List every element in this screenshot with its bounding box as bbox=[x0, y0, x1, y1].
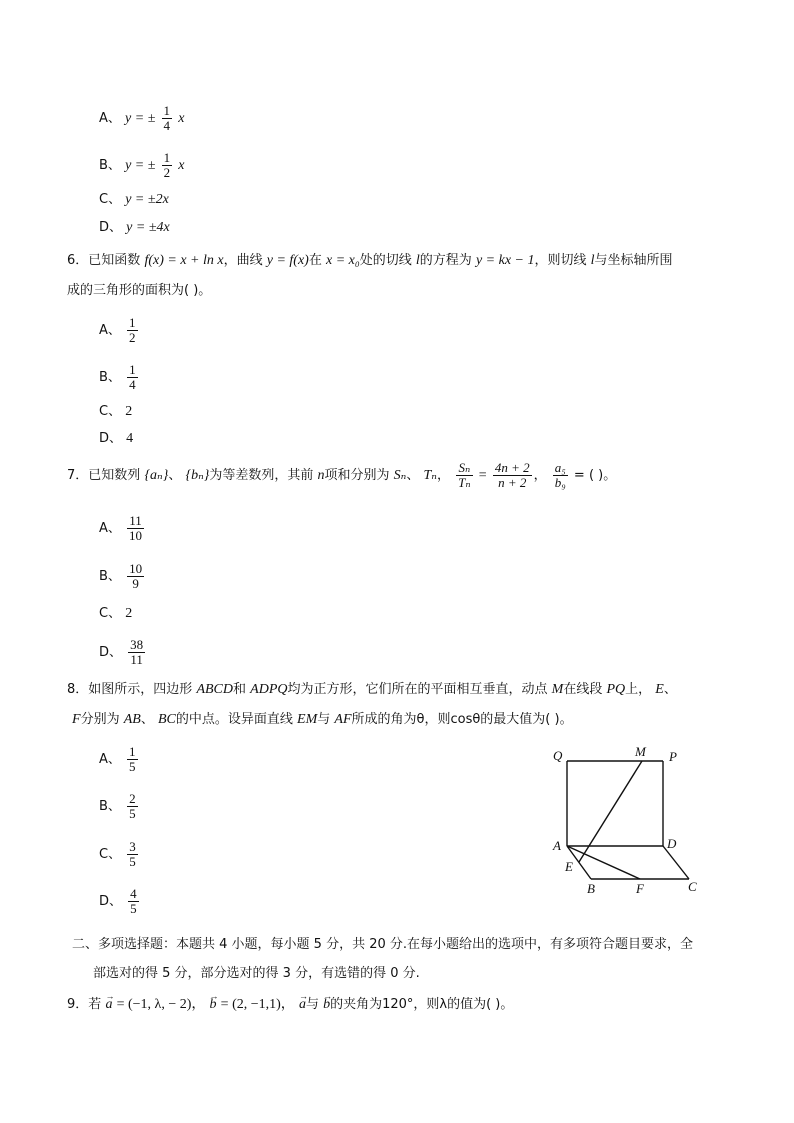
q7-option-c[interactable] bbox=[99, 605, 132, 623]
math-function: f(x) = x + ln x bbox=[144, 253, 224, 268]
q8-option-c[interactable] bbox=[99, 840, 140, 869]
label-m: M bbox=[635, 744, 646, 759]
q6-option-c[interactable] bbox=[99, 403, 132, 421]
option-label: C、 bbox=[99, 404, 122, 419]
label-f: F bbox=[636, 881, 644, 896]
option-expression: y = ±4x bbox=[126, 220, 170, 235]
option-label: A、 bbox=[99, 752, 121, 767]
q7-option-d[interactable] bbox=[99, 638, 147, 667]
option-label: D、 bbox=[99, 645, 123, 660]
fraction: $\frac{2}{5}$ bbox=[129, 791, 136, 821]
q6-stem-line2: 成的三角形的面积为( )。 bbox=[67, 283, 212, 298]
section2-heading-line1: 二、多项选择题：本题共 4 小题，每小题 5 分，共 20 分.在每小题给出的选项中，有多项符合题目要求，全 bbox=[72, 937, 694, 952]
ratio-a-b: $\frac{\text{a₅}}{\text{b₉}}$ bbox=[554, 460, 566, 490]
q8-stem-line2: F分别为 AB、 BC的中点。设异面直线 EM与 AF所成的角为θ，则cosθ的最大值为( )。 bbox=[72, 712, 573, 727]
math-line-l: l bbox=[590, 253, 595, 268]
option-value: 2 bbox=[125, 606, 133, 621]
option-expression: y = ±2x bbox=[125, 192, 169, 207]
q7-stem: 7．已知数列 {aₙ}、 {bₙ}为等差数列，其前 n项和分别为 Sₙ、 Tₙ， $\frac{\text{Sₙ}}{\text{Tₙ}}$ = $\frac{4n + 2}{n + 2}$ ， $\frac{\text{a₅}}{\text{b₉}}$ = ( )。 bbox=[67, 460, 617, 490]
label-a: A bbox=[553, 838, 561, 853]
fraction: $\frac{4}{5}$ bbox=[130, 886, 137, 916]
option-label: B、 bbox=[99, 370, 121, 385]
q6-option-b[interactable] bbox=[99, 363, 140, 392]
math-tangent: y = kx − 1 bbox=[475, 253, 535, 268]
math-line-l: l bbox=[415, 253, 420, 268]
option-label: C、 bbox=[99, 606, 122, 621]
ratio-expression: $\frac{4n + 2}{n + 2}$ bbox=[494, 460, 530, 490]
fraction: $\frac{1}{2}$ bbox=[163, 150, 171, 180]
option-label: A、 bbox=[99, 521, 121, 536]
option-label: C、 bbox=[99, 192, 122, 207]
vector-a: → a bbox=[105, 996, 112, 1014]
sequence-a: {aₙ} bbox=[144, 468, 169, 483]
label-d: D bbox=[667, 836, 677, 851]
q5-option-b[interactable] bbox=[99, 151, 184, 180]
q6-option-a[interactable] bbox=[99, 316, 140, 345]
q6-stem-line1: 6．已知函数 f(x) = x + ln x，曲线 y = f(x)在 x = x₀处的切线 l的方程为 y = kx − 1，则切线 l与坐标轴所围 bbox=[67, 253, 673, 268]
label-e: E bbox=[565, 859, 573, 874]
option-label: A、 bbox=[99, 111, 121, 126]
fraction: $\frac{1}{4}$ bbox=[163, 103, 171, 133]
math-curve: y = f(x) bbox=[266, 253, 309, 268]
label-p: P bbox=[669, 749, 677, 764]
option-label: B、 bbox=[99, 158, 121, 173]
math-point: x = x₀ bbox=[325, 253, 360, 268]
q7-option-b[interactable] bbox=[99, 562, 146, 591]
q8-option-b[interactable] bbox=[99, 792, 140, 821]
fraction: $\frac{38}{11}$ bbox=[130, 637, 144, 667]
sequence-b: {bₙ} bbox=[185, 468, 210, 483]
q5-option-c[interactable] bbox=[99, 191, 169, 209]
option-equation: y = ± bbox=[125, 158, 156, 173]
option-equation: y = ± bbox=[125, 111, 156, 126]
q7-option-a[interactable] bbox=[99, 514, 146, 543]
label-b: B bbox=[587, 881, 595, 896]
fraction: $\frac{11}{10}$ bbox=[129, 513, 143, 543]
label-c: C bbox=[688, 879, 697, 894]
section2-heading-line2: 部选对的得 5 分，部分选对的得 3 分，有选错的得 0 分. bbox=[93, 966, 420, 981]
q8-option-d[interactable] bbox=[99, 887, 141, 916]
q8-stem-line1: 8．如图所示，四边形 ABCD和 ADPQ均为正方形，它们所在的平面相互垂直，动点 M在线段 PQ上， E、 bbox=[67, 682, 677, 697]
vector-b: → b bbox=[210, 996, 217, 1014]
option-label: D、 bbox=[99, 431, 123, 446]
option-variable: x bbox=[178, 158, 185, 173]
fraction: $\frac{1}{5}$ bbox=[129, 744, 136, 774]
segment-em bbox=[579, 761, 642, 862]
vector-b: → b bbox=[323, 996, 330, 1014]
q6-option-d[interactable] bbox=[99, 430, 133, 448]
option-label: B、 bbox=[99, 799, 121, 814]
option-label: A、 bbox=[99, 323, 121, 338]
fraction: $\frac{10}{9}$ bbox=[129, 561, 143, 591]
option-value: 4 bbox=[126, 431, 134, 446]
option-label: D、 bbox=[99, 894, 123, 909]
label-q: Q bbox=[553, 748, 563, 763]
ratio-s-t: $\frac{\text{Sₙ}}{\text{Tₙ}}$ bbox=[458, 460, 471, 490]
vector-a: → a bbox=[299, 996, 306, 1014]
q5-option-a[interactable] bbox=[99, 104, 184, 133]
option-label: B、 bbox=[99, 569, 121, 584]
option-label: D、 bbox=[99, 220, 123, 235]
q9-stem: 9．若 → a = (−1, λ, − 2)， → b = (2, −1,1)， → a与 → b的夹角为120°，则λ的值为( )。 bbox=[67, 996, 513, 1014]
option-value: 2 bbox=[125, 404, 133, 419]
option-label: C、 bbox=[99, 847, 122, 862]
q8-geometry-figure bbox=[545, 740, 725, 900]
segment-af bbox=[567, 846, 640, 879]
fraction: $\frac{3}{5}$ bbox=[129, 839, 136, 869]
fraction: $\frac{1}{4}$ bbox=[129, 362, 136, 392]
option-variable: x bbox=[178, 111, 185, 126]
fraction: $\frac{1}{2}$ bbox=[129, 315, 136, 345]
q5-option-d[interactable] bbox=[99, 219, 170, 237]
q8-option-a[interactable] bbox=[99, 745, 140, 774]
